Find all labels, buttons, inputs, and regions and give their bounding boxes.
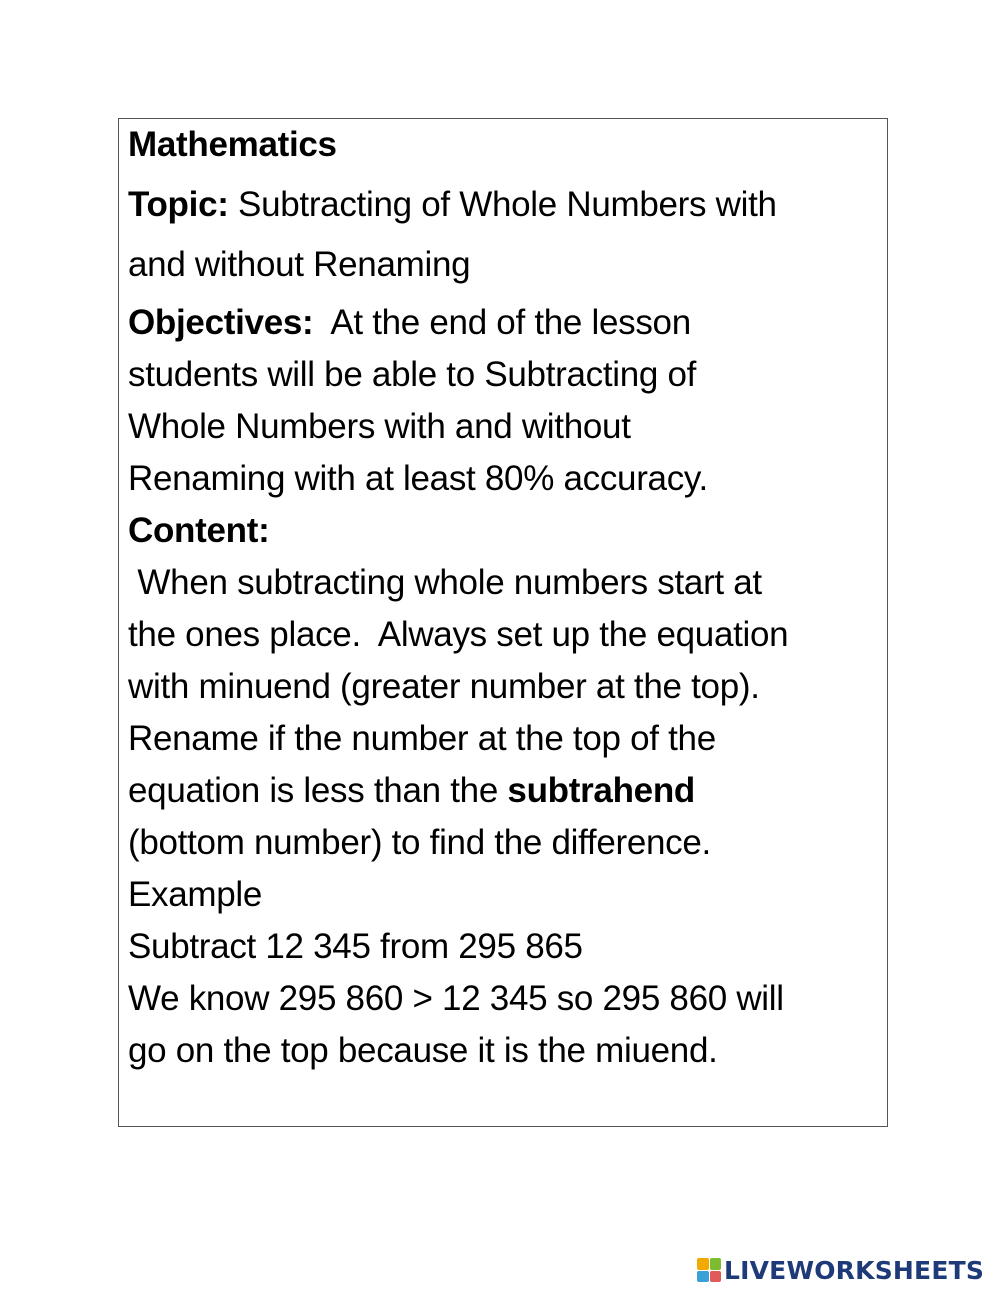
content-line2: the ones place. Always set up the equation	[128, 615, 789, 654]
subject-heading: Mathematics	[128, 125, 337, 164]
topic-section	[128, 175, 883, 295]
objectives-line2: students will be able to Subtracting of	[128, 355, 697, 394]
content-line3: with minuend (greater number at the top).	[128, 667, 760, 706]
topic-label: Topic:	[128, 185, 229, 224]
logo-text: LIVEWORKSHEETS	[724, 1255, 985, 1285]
liveworksheets-logo	[697, 1255, 984, 1285]
example-label: Example	[128, 875, 263, 914]
example-line3: go on the top because it is the miuend.	[128, 1031, 718, 1070]
topic-text-line1: Subtracting of Whole Numbers with	[238, 185, 777, 224]
objectives-section	[128, 297, 883, 505]
content-line6: (bottom number) to find the difference.	[128, 823, 711, 862]
logo-tile	[710, 1271, 722, 1283]
objectives-line4: Renaming with at least 80% accuracy.	[128, 459, 708, 498]
worksheet-content	[128, 119, 883, 1077]
logo-tile	[697, 1271, 709, 1283]
example-line2: We know 295 860 > 12 345 so 295 860 will	[128, 979, 784, 1018]
content-line5-text: equation is less than the	[128, 771, 508, 810]
example-line1: Subtract 12 345 from 295 865	[128, 927, 583, 966]
content-label: Content:	[128, 511, 270, 550]
worksheet-box	[118, 118, 888, 1127]
objectives-line1: At the end of the lesson	[330, 303, 691, 342]
objectives-line3: Whole Numbers with and without	[128, 407, 631, 446]
logo-tile	[710, 1258, 722, 1270]
objectives-label: Objectives:	[128, 303, 314, 342]
logo-tile	[697, 1258, 709, 1270]
subtrahend-term: subtrahend	[507, 771, 695, 810]
content-line1: When subtracting whole numbers start at	[128, 563, 762, 602]
topic-text-line2: and without Renaming	[128, 245, 471, 284]
content-section	[128, 505, 883, 1077]
content-line4: Rename if the number at the top of the	[128, 719, 716, 758]
liveworksheets-logo-icon	[697, 1258, 721, 1282]
